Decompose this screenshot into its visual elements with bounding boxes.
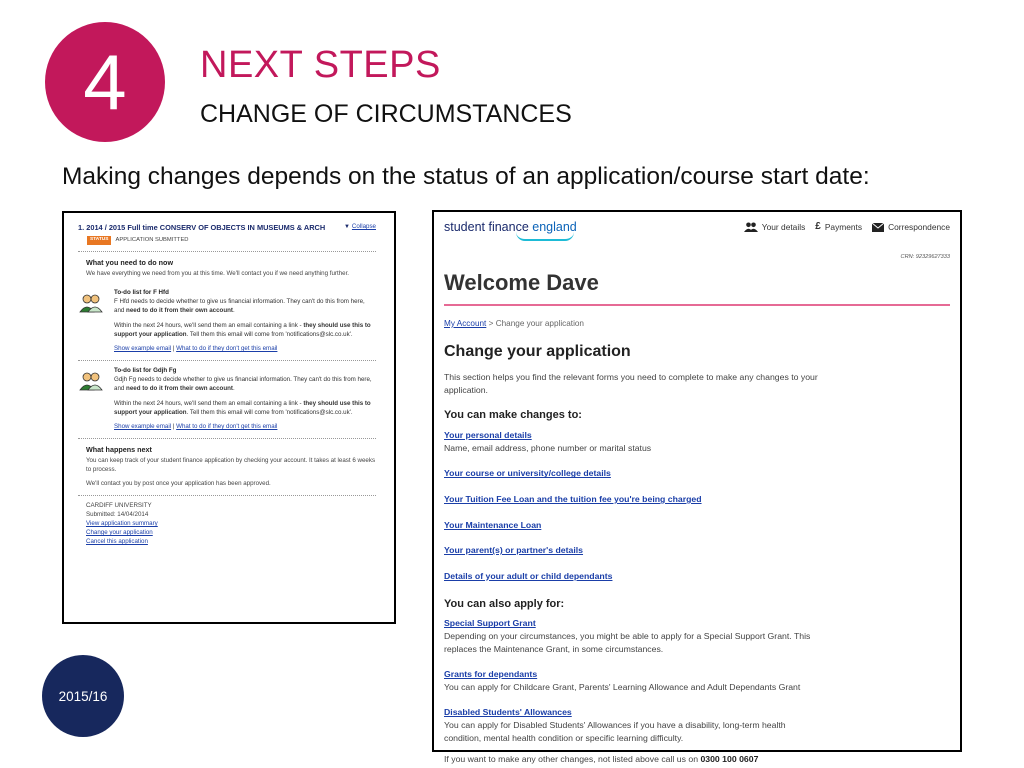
apply-heading: You can also apply for: bbox=[444, 597, 565, 610]
todo-email-text: Within the next 24 hours, we'll send them an email containing a link - they should use this to support your application. Tell them this email will come from 'notifications@slc.co.uk'. bbox=[114, 399, 371, 416]
cancel-application-link[interactable]: Cancel this application bbox=[86, 538, 148, 546]
year-label: 2015/16 bbox=[58, 688, 108, 704]
logo-swoosh bbox=[516, 232, 574, 241]
breadcrumb-separator: > bbox=[488, 319, 494, 328]
dependants-details-link[interactable]: Details of your adult or child dependants bbox=[444, 570, 613, 581]
slide-title: NEXT STEPS bbox=[200, 44, 441, 86]
maintenance-loan-link[interactable]: Your Maintenance Loan bbox=[444, 519, 542, 530]
course-header bbox=[78, 223, 376, 234]
next-text-contact: We'll contact you by post once your application has been approved. bbox=[86, 480, 271, 488]
breadcrumb bbox=[444, 318, 950, 330]
changes-heading: You can make changes to: bbox=[444, 409, 582, 422]
other-changes-text: If you want to make any other changes, not listed above call us on 0300 100 0607 bbox=[444, 754, 759, 765]
step-number: 4 bbox=[83, 37, 127, 126]
submitted-date: Submitted: 14/04/2014 bbox=[86, 511, 149, 519]
triangle-down-icon: ▼ bbox=[343, 224, 350, 230]
slide-subtitle: CHANGE OF CIRCUMSTANCES bbox=[200, 100, 572, 128]
divider bbox=[78, 251, 376, 252]
todo-links: Show example email | What to do if they don't get this email bbox=[114, 345, 278, 353]
collapse-link[interactable]: Collapse bbox=[351, 223, 376, 230]
todo-title: To-do list for Gdjh Fg bbox=[114, 367, 177, 375]
course-details-link[interactable]: Your course or university/college details bbox=[444, 468, 611, 479]
nav-payments[interactable] bbox=[815, 220, 862, 235]
todo-text: F Hfd needs to decide whether to give us financial information. They can't do this from here, and need to do it from their own account. bbox=[114, 298, 365, 315]
divider bbox=[78, 360, 376, 361]
parent-partner-details-link[interactable]: Your parent(s) or partner's details bbox=[444, 545, 584, 556]
nav-label: Correspondence bbox=[888, 221, 950, 232]
change-application-link[interactable]: Change your application bbox=[86, 529, 153, 537]
logo-text-england: england bbox=[532, 219, 577, 234]
todo-title: To-do list for F Hfd bbox=[114, 289, 169, 297]
todo-text: Gdjh Fg needs to decide whether to give us financial information. They can't do this from here, and need to do it from their own account. bbox=[114, 376, 372, 392]
application-status bbox=[87, 236, 376, 245]
people-icon bbox=[78, 289, 104, 354]
todo-links: Show example email | What to do if they don't get this email bbox=[114, 422, 278, 430]
application-links bbox=[86, 520, 376, 547]
logo-text: student finance bbox=[444, 219, 533, 234]
todo-email-text: Within the next 24 hours, we'll send them an email containing a link - they should use this to support your application. Tell them this email will come from 'notifications@slc.co.uk'. bbox=[114, 322, 371, 339]
year-badge bbox=[42, 655, 124, 737]
status-text: APPLICATION SUBMITTED bbox=[115, 237, 189, 244]
crn-number: CRN: 92329627333 bbox=[900, 254, 950, 260]
page-description: This section helps you find the relevant forms you need to complete to make any changes to your application. bbox=[444, 372, 818, 395]
people-icon bbox=[78, 367, 104, 432]
divider bbox=[444, 304, 950, 306]
intro-text: Making changes depends on the status of an application/course start date: bbox=[62, 163, 870, 190]
site-header bbox=[444, 212, 950, 242]
grants-for-dependants-description: You can apply for Childcare Grant, Parents' Learning Allowance and Adult Dependants Grant bbox=[444, 681, 801, 692]
change-application-screenshot bbox=[432, 210, 962, 765]
tuition-fee-loan-link[interactable]: Your Tuition Fee Loan and the tuition fee you're being charged bbox=[444, 494, 702, 505]
disabled-students-allowances-description: You can apply for Disabled Students' Allowances if you have a disability, long-term health condition, mental health condition or specific learning difficulty. bbox=[444, 720, 786, 743]
view-summary-link[interactable]: View application summary bbox=[86, 520, 158, 528]
step-number-badge bbox=[45, 22, 165, 142]
breadcrumb-current: Change your application bbox=[495, 319, 584, 328]
email-help-link[interactable]: What to do if they don't get this email bbox=[176, 345, 278, 353]
nav-correspondence[interactable] bbox=[872, 221, 950, 233]
todo-list bbox=[78, 367, 376, 432]
nav-label: Your details bbox=[761, 221, 806, 232]
grants-for-dependants-link[interactable]: Grants for dependants bbox=[444, 669, 538, 680]
next-heading: What happens next bbox=[86, 444, 152, 454]
envelope-icon bbox=[872, 223, 884, 232]
todo-list bbox=[78, 289, 376, 354]
email-help-link[interactable]: What to do if they don't get this email bbox=[176, 422, 278, 430]
breadcrumb-my-account[interactable]: My Account bbox=[444, 319, 487, 328]
university-name: CARDIFF UNIVERSITY bbox=[86, 502, 152, 510]
application-status-screenshot bbox=[62, 211, 396, 624]
personal-details-description: Name, email address, phone number or marital status bbox=[444, 442, 652, 453]
collapse-control[interactable] bbox=[344, 223, 376, 232]
pound-icon: £ bbox=[815, 220, 821, 232]
show-example-email-link[interactable]: Show example email bbox=[114, 345, 172, 353]
special-support-grant-description: Depending on your circumstances, you might be able to apply for a Special Support Grant. This replaces the Maintenance Grant, in some circumstances. bbox=[444, 631, 811, 654]
divider bbox=[78, 495, 376, 496]
people-icon bbox=[744, 222, 758, 232]
special-support-grant-link[interactable]: Special Support Grant bbox=[444, 618, 536, 629]
status-badge: STATUS bbox=[87, 236, 111, 245]
nav-your-details[interactable] bbox=[744, 221, 805, 233]
disabled-students-allowances-link[interactable]: Disabled Students' Allowances bbox=[444, 707, 572, 718]
nav-label: Payments bbox=[824, 221, 863, 232]
show-example-email-link[interactable]: Show example email bbox=[114, 422, 172, 430]
account-nav bbox=[744, 220, 950, 235]
course-title: 1. 2014 / 2015 Full time CONSERV OF OBJECTS IN MUSEUMS & ARCH bbox=[78, 223, 326, 232]
next-text: You can keep track of your student finance application by checking your account. It takes at least 6 weeks to process. bbox=[86, 457, 376, 474]
divider bbox=[78, 438, 376, 439]
page-title: Change your application bbox=[444, 342, 631, 360]
welcome-heading: Welcome Dave bbox=[444, 270, 599, 296]
helpline-number: 0300 100 0607 bbox=[700, 754, 759, 765]
site-logo[interactable] bbox=[444, 218, 577, 236]
need-text: We have everything we need from you at this time. We'll contact you if we need anything further. bbox=[86, 270, 350, 278]
need-heading: What you need to do now bbox=[86, 257, 174, 267]
personal-details-link[interactable]: Your personal details bbox=[444, 430, 532, 441]
